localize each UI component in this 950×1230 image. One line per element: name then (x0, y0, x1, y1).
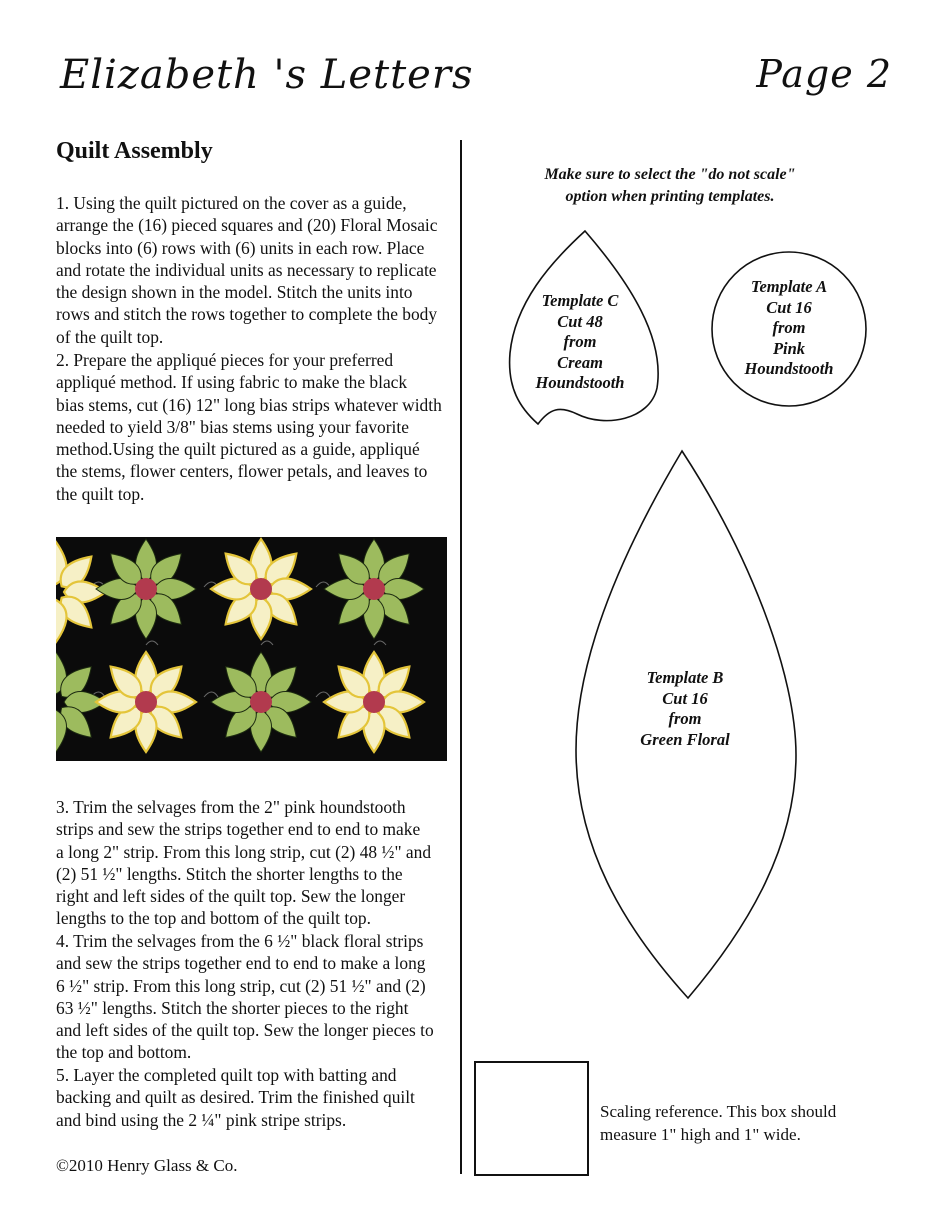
section-heading: Quilt Assembly (56, 138, 213, 164)
column-divider (460, 140, 462, 1174)
page-number: Page 2 (756, 52, 892, 96)
document-title: Elizabeth 's Letters (60, 52, 474, 98)
step-2-text: 2. Prepare the appliqué pieces for your preferred appliqué method. If using fabric to make the black bias stems, cut (16) 12" long bias strips whatever width needed to yield 3/8" bias stems using your favorite method.Using the quilt pictured as a guide, appliqué the stems, flower centers, flower petals, and leaves to the quilt top. (56, 350, 442, 504)
scale-reference-text: Scaling reference. This box should measure 1" high and 1" wide. (600, 1102, 837, 1144)
step-5-text: 5. Layer the completed quilt top with batting and backing and quilt as desired. Trim the finished quilt and bind using the 2 ¼" pink stripe strips. (56, 1065, 415, 1130)
template-a-label: Template A Cut 16 from Pink Houndstooth (744, 277, 834, 379)
step-4-text: 4. Trim the selvages from the 6 ½" black floral strips and sew the strips together end to end to make a long 6 ½" strip. From this long strip, cut (2) 51 ½" and (2) 63 ½" lengths. Stitch the shorter pieces to the right and left sides of the quilt top. Sew the longer pieces to the top and bottom. (56, 931, 434, 1063)
print-note: Make sure to select the "do not scale" option when printing templates. (544, 166, 796, 205)
step-1-text: 1. Using the quilt pictured on the cover as a guide, arrange the (16) pieced squares and (20) Floral Mosaic blocks into (6) rows with (6) units in each row. Place and rotate the individual units as necessary to replicate the design shown in the model. Stitch the units into rows and stitch the rows together to complete the body of the quilt top. (56, 193, 438, 347)
template-b-label: Template B Cut 16 from Green Floral (640, 668, 730, 749)
quilt-fabric-image (56, 537, 447, 761)
template-c-label: Template C Cut 48 from Cream Houndstooth (535, 291, 625, 393)
step-3-text: 3. Trim the selvages from the 2" pink houndstooth strips and sew the strips together end to end to make a long 2" strip. From this long strip, cut (2) 48 ½" and (2) 51 ½" lengths. Stitch the shorter lengths to the right and left sides of the quilt top. Sew the longer lengths to the top and bottom of the quilt top. (56, 797, 432, 929)
scale-reference-box (474, 1061, 589, 1176)
copyright-text: ©2010 Henry Glass & Co. (56, 1156, 238, 1175)
